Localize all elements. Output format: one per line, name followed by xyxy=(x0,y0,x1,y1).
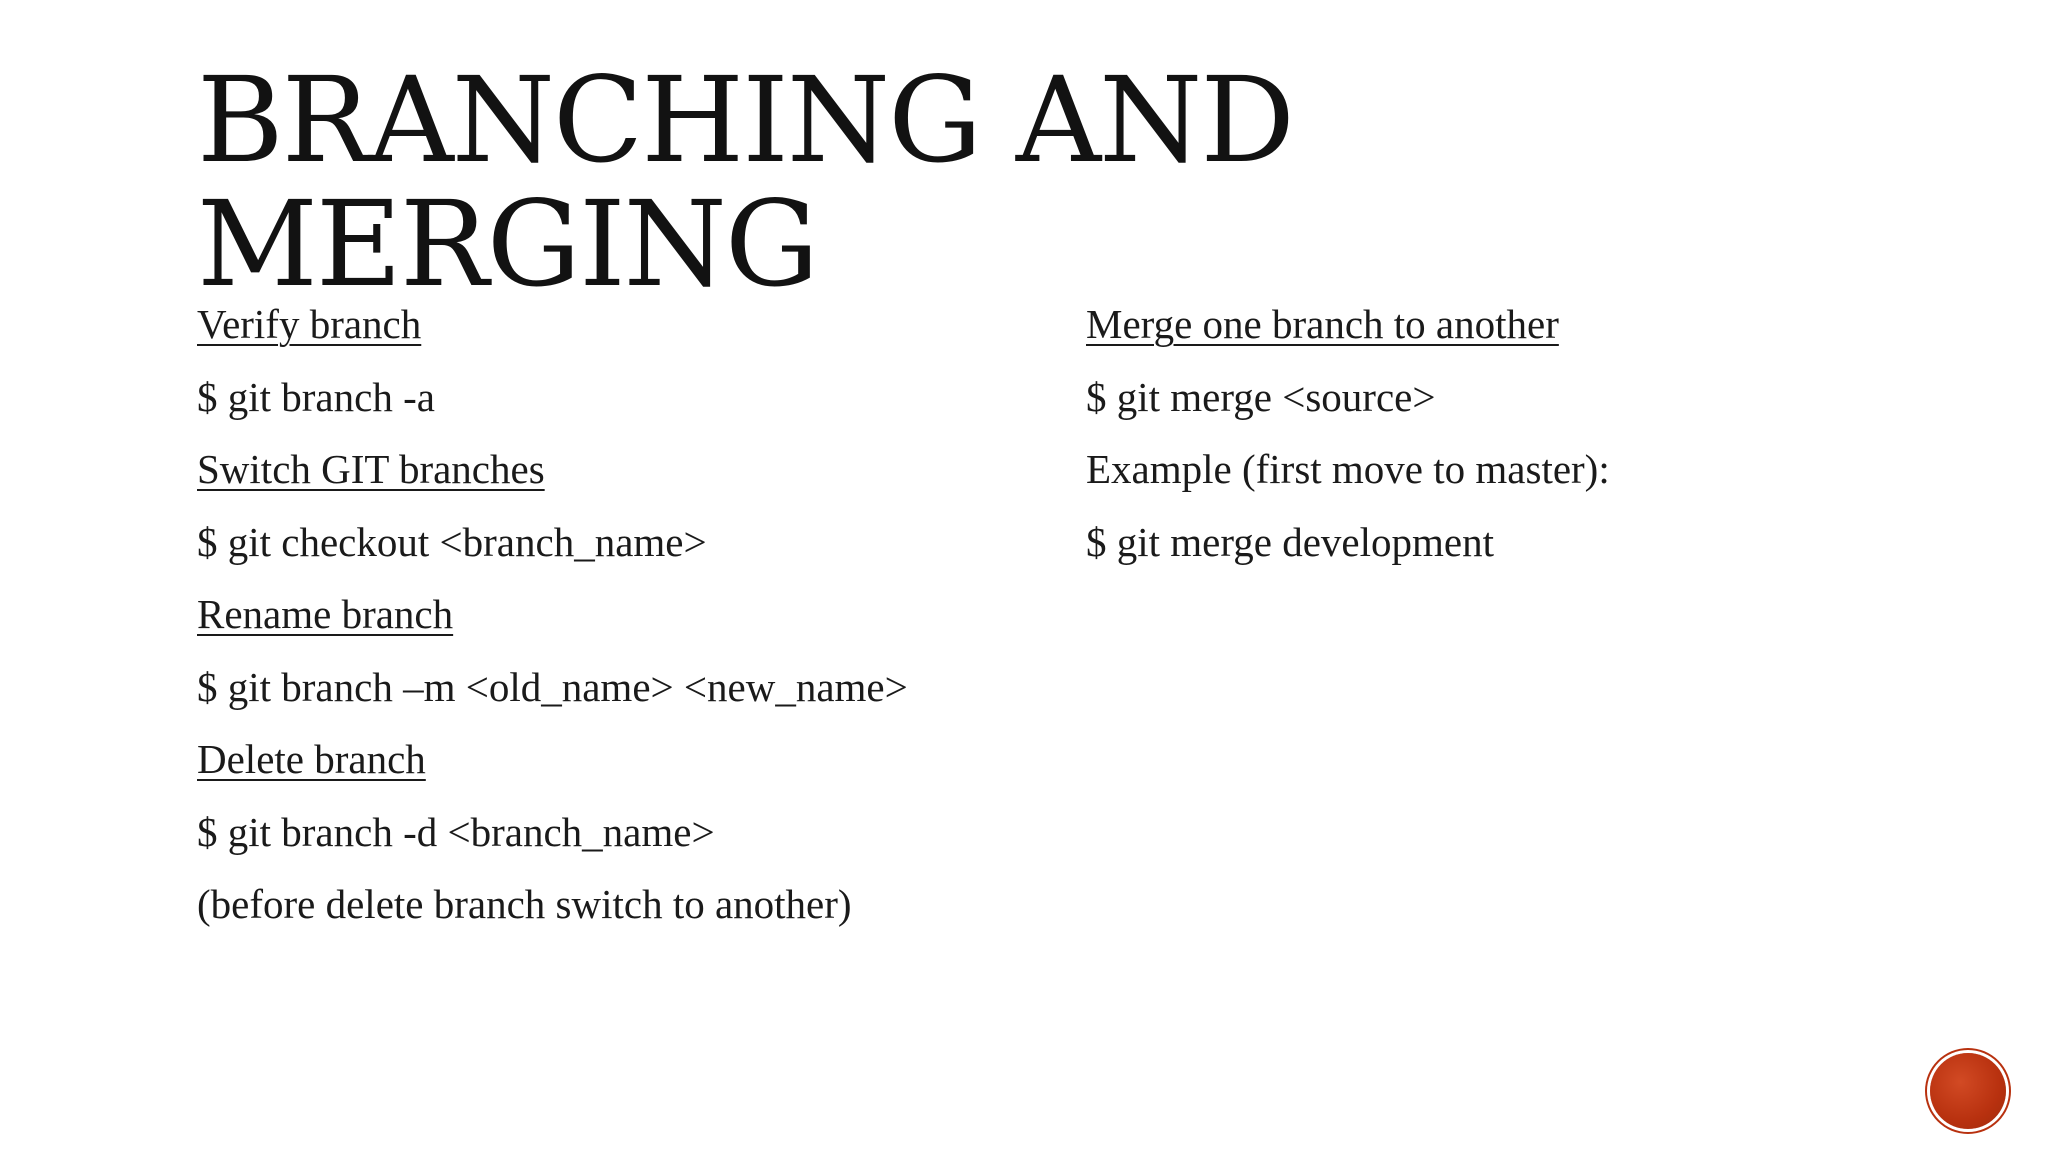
section-heading-rename-branch: Rename branch xyxy=(197,591,454,637)
section-heading-merge-branch: Merge one branch to another xyxy=(1086,301,1559,347)
slide-title xyxy=(197,51,1293,313)
delete-branch-note: (before delete branch switch to another) xyxy=(197,881,852,927)
section-heading-delete-branch: Delete branch xyxy=(197,736,426,782)
command-git-branch-a: $ git branch -a xyxy=(197,373,435,420)
slide-title-line-1: BRANCHING AND xyxy=(197,51,1293,189)
command-git-merge-source: $ git merge <source> xyxy=(1086,373,1436,420)
slide-title-line-2: MERGING xyxy=(197,175,818,313)
command-git-checkout: $ git checkout <branch_name> xyxy=(197,518,707,565)
section-heading-switch-branches: Switch GIT branches xyxy=(197,446,545,492)
section-heading-verify-branch: Verify branch xyxy=(197,301,422,347)
right-column xyxy=(1086,300,1610,590)
command-git-merge-development: $ git merge development xyxy=(1086,518,1494,565)
command-git-branch-d: $ git branch -d <branch_name> xyxy=(197,808,715,855)
red-circle-nav-icon[interactable] xyxy=(1930,1053,2006,1129)
merge-example-label: Example (first move to master): xyxy=(1086,446,1610,492)
left-column xyxy=(197,300,908,953)
command-git-branch-m: $ git branch –m <old_name> <new_name> xyxy=(197,663,908,710)
